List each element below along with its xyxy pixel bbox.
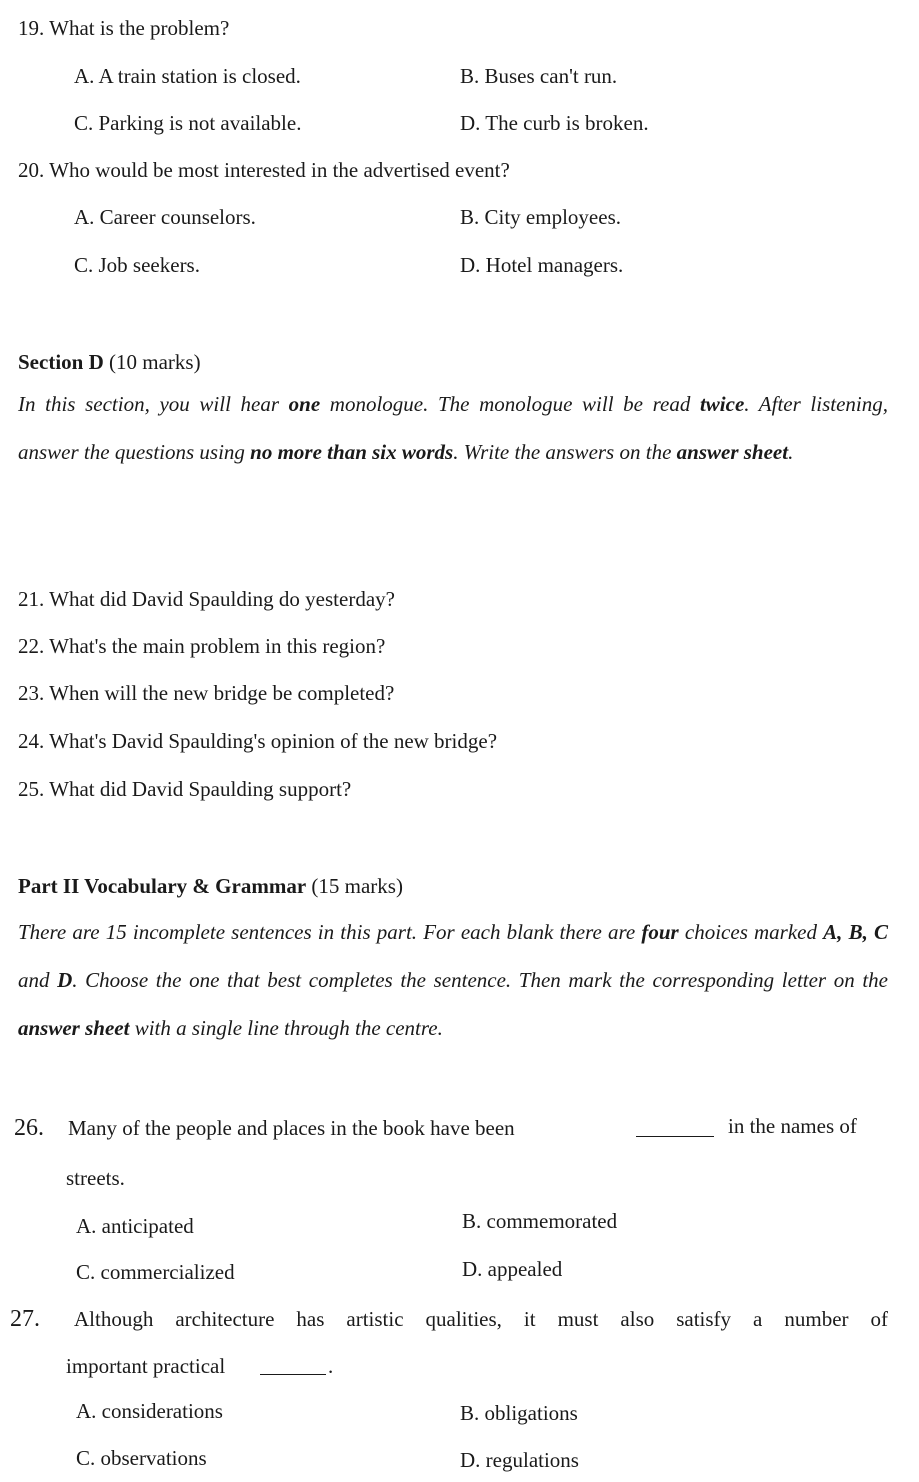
question-25: 25. What did David Spaulding support? [18, 777, 352, 801]
part-2-heading [18, 872, 403, 900]
q26-blank [636, 1120, 714, 1137]
question-24: 24. What's David Spaulding's opinion of the new bridge? [18, 729, 498, 753]
q27-text-part-3: . [328, 1354, 334, 1378]
q20-option-d: D. Hotel managers. [460, 253, 624, 277]
q26-text-part-3: streets. [66, 1166, 125, 1190]
q27-option-b: B. obligations [460, 1401, 578, 1425]
q19-option-a: A. A train station is closed. [74, 64, 301, 88]
q19-option-c: C. Parking is not available. [74, 111, 302, 135]
q20-option-c: C. Job seekers. [74, 253, 200, 277]
q19-option-b: B. Buses can't run. [460, 64, 618, 88]
q26-option-b: B. commemorated [462, 1209, 618, 1233]
q26-text-part-2: in the names of [728, 1114, 857, 1138]
question-22: 22. What's the main problem in this region? [18, 634, 386, 658]
instr-emphasis: twice [699, 392, 745, 416]
instr-emphasis: A, B, C [823, 920, 888, 944]
part-2-title: Part II Vocabulary & Grammar [18, 874, 307, 898]
q20-option-a: A. Career counselors. [74, 205, 256, 229]
q19-option-d: D. The curb is broken. [460, 111, 649, 135]
q27-number: 27. [10, 1306, 40, 1332]
q26-text-part-1: Many of the people and places in the book have been [68, 1116, 515, 1140]
part-2-marks: (15 marks) [306, 874, 403, 898]
question-20: 20. Who would be most interested in the advertised event? [18, 158, 510, 182]
q26-option-d: D. appealed [462, 1257, 563, 1281]
instr-emphasis: one [288, 392, 321, 416]
question-23: 23. When will the new bridge be completed? [18, 681, 395, 705]
q27-option-d: D. regulations [460, 1448, 579, 1472]
instr-emphasis: no more than six words [250, 440, 454, 464]
part-2-instructions [18, 908, 888, 1052]
q26-option-c: C. commercialized [76, 1260, 235, 1284]
instr-text: . Choose the one that best completes the sentence. Then mark the corresponding letter on the [72, 968, 889, 992]
instr-text: In this section, you will hear [18, 392, 289, 416]
section-d-title: Section D [18, 350, 104, 374]
question-21: 21. What did David Spaulding do yesterday? [18, 587, 395, 611]
q26-option-a: A. anticipated [76, 1214, 194, 1238]
q20-option-b: B. City employees. [460, 205, 621, 229]
instr-emphasis: four [641, 920, 679, 944]
instr-text: and [18, 968, 58, 992]
section-d-marks: (10 marks) [103, 350, 201, 374]
instr-text: . Write the answers on the [453, 440, 677, 464]
instr-text: . [788, 440, 794, 464]
instr-emphasis: D [57, 968, 73, 992]
instr-text: choices marked [678, 920, 824, 944]
q27-text-part-2: important practical [66, 1354, 226, 1378]
instr-emphasis: answer sheet [18, 1016, 130, 1040]
q27-blank [260, 1358, 326, 1375]
q27-option-a: A. considerations [76, 1399, 223, 1423]
instr-text: . After listening, answer the questions using [18, 392, 888, 464]
instr-text: with a single line through the centre. [129, 1016, 443, 1040]
q26-number: 26. [14, 1115, 44, 1141]
instr-emphasis: answer sheet [676, 440, 789, 464]
instr-text: monologue. The monologue will be read [320, 392, 700, 416]
instr-text: There are 15 incomplete sentences in this part. For each blank there are [18, 920, 642, 944]
question-19: 19. What is the problem? [18, 16, 230, 40]
q27-text-part-1: Although architecture has artistic qualities, it must also satisfy a number of [74, 1307, 888, 1331]
q27-option-c: C. observations [76, 1446, 207, 1470]
section-d-instructions [18, 380, 888, 476]
section-d-heading [18, 348, 201, 376]
